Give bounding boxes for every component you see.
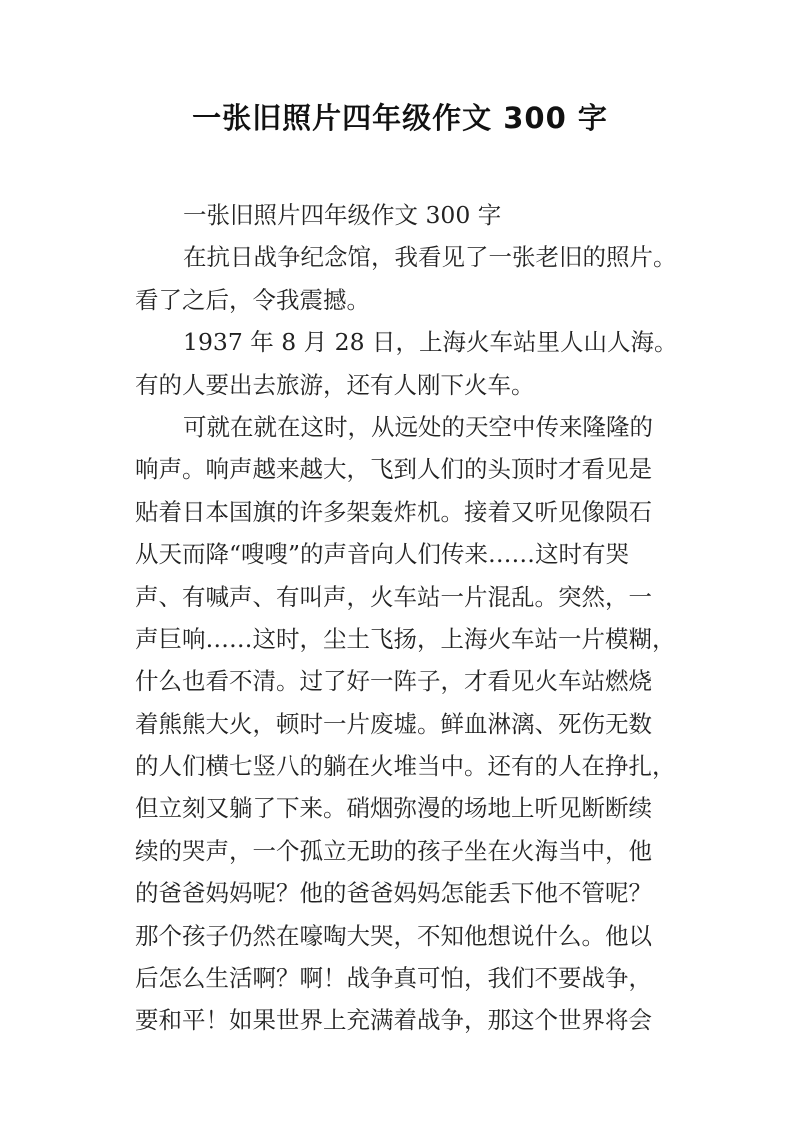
text-line: 什么也看不清。过了好一阵子，才看见火车站燃烧 [135,667,652,696]
text-line: 有的人要出去旅游，还有人刚下火车。 [135,370,535,399]
paragraph [135,194,675,236]
document-title: 一张旧照片四年级作文 300 字 [192,101,608,135]
paragraph [135,406,675,1042]
text-line: 声、有喊声、有叫声，火车站一片混乱。突然，一 [135,582,652,611]
text-line: 后怎么生活啊？啊！战争真可怕，我们不要战争， [135,964,652,993]
text-line: 响声。响声越来越大，飞到人们的头顶时才看见是 [135,455,652,484]
text-line: 在抗日战争纪念馆，我看见了一张老旧的照片。 [183,243,677,272]
text-line: 着熊熊大火，顿时一片废墟。鲜血淋漓、死伤无数 [135,709,652,738]
text-line: 的爸爸妈妈呢？他的爸爸妈妈怎能丢下他不管呢？ [135,879,652,908]
text-line: 从天而降“嗖嗖”的声音向人们传来……这时有哭 [135,540,630,569]
text-line: 的人们横七竖八的躺在火堆当中。还有的人在挣扎， [135,752,676,781]
text-line: 要和平！如果世界上充满着战争，那这个世界将会 [135,1006,652,1035]
text-line: 续的哭声，一个孤立无助的孩子坐在火海当中，他 [135,836,652,865]
text-line: 1937 年 8 月 28 日，上海火车站里人山人海。 [183,328,678,357]
paragraph [135,321,678,406]
text-line: 可就在就在这时，从远处的天空中传来隆隆的 [183,412,653,441]
text-line: 贴着日本国旗的许多架轰炸机。接着又听见像陨石 [135,497,652,526]
text-line: 看了之后，令我震撼。 [135,285,370,314]
document-body [135,194,678,1042]
text-line: 声巨响……这时，尘土飞扬，上海火车站一片模糊， [135,624,676,653]
paragraph [135,236,675,321]
text-line: 一张旧照片四年级作文 300 字 [183,201,502,229]
text-line: 那个孩子仍然在嚎啕大哭，不知他想说什么。他以 [135,921,652,950]
text-line: 但立刻又躺了下来。硝烟弥漫的场地上听见断断续 [135,794,652,823]
